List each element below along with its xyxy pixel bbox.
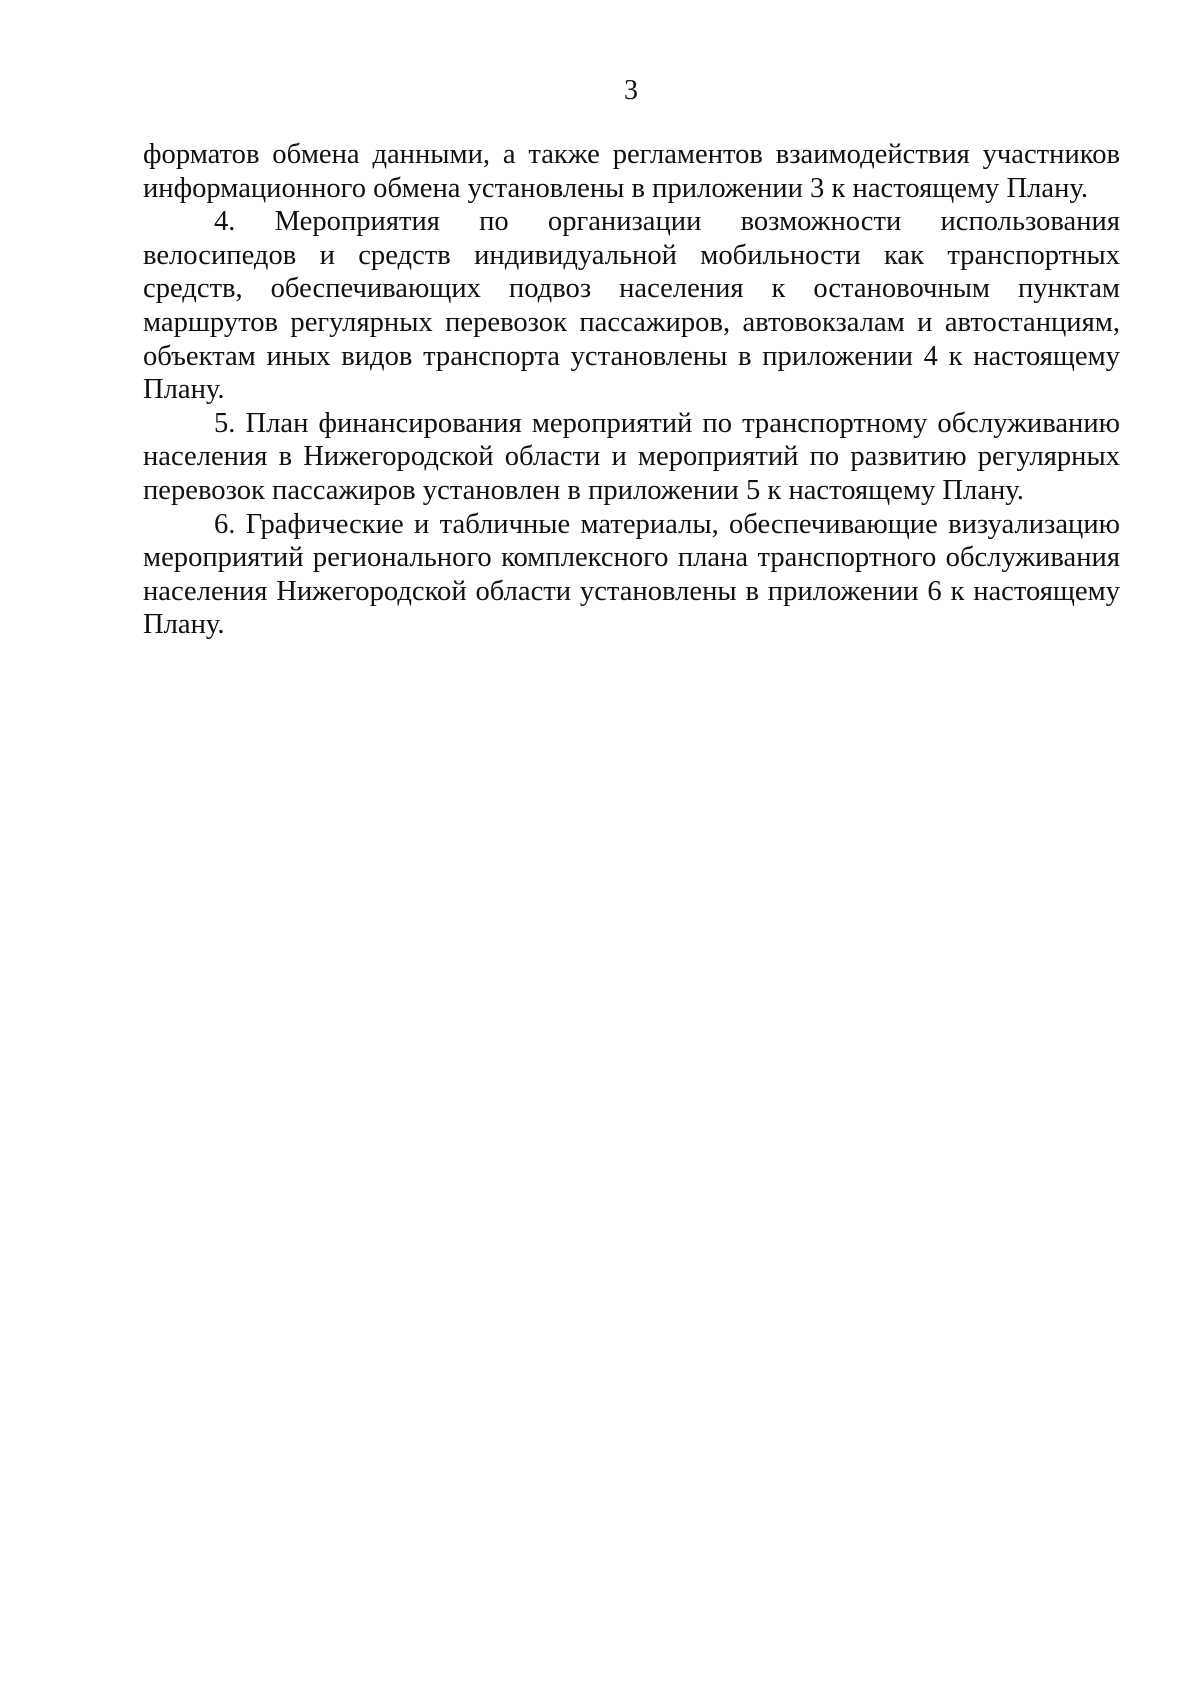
paragraph-item-5: 5. План финансирования мероприятий по транспортному обслуживанию населения в Нижегородской области и мероприятий по развитию регулярных перевозок пассажиров установлен в приложении 5 к настоящему Плану. bbox=[143, 407, 1120, 506]
document-body bbox=[143, 138, 1120, 642]
paragraph-item-6: 6. Графические и табличные материалы, обеспечивающие визуализацию мероприятий регионального комплексного плана транспортного обслуживания населения Нижегородской области установлены в приложении 6 к настоящему Плану. bbox=[143, 508, 1120, 641]
paragraph-continuation: форматов обмена данными, а также регламентов взаимодействия участников информационного обмена установлены в приложении 3 к настоящему Плану. bbox=[143, 139, 1120, 204]
paragraph-item-4: 4. Мероприятия по организации возможности использования велосипедов и средств индивидуальной мобильности как транспортных средств, обеспечивающих подвоз населения к остановочным пунктам маршрутов регулярных перевозок пассажиров, автовокзалам и автостанциям, объектам иных видов транспорта установлены в приложении 4 к настоящему Плану. bbox=[143, 206, 1120, 406]
page-number: 3 bbox=[624, 75, 638, 106]
